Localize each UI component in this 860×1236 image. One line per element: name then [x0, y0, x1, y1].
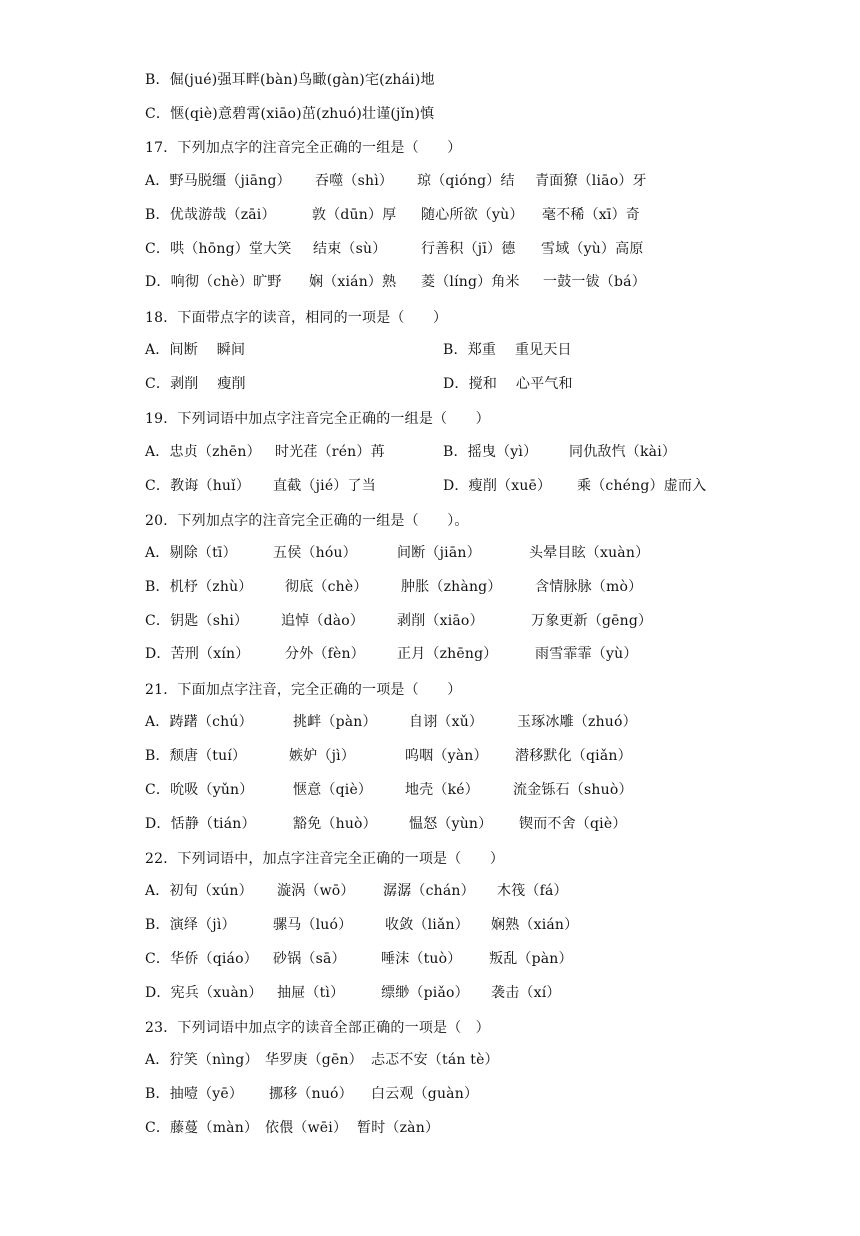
option-item: 同仇敌忾（kài）: [569, 444, 677, 460]
option-line: [145, 642, 638, 666]
option-item: 追悼（dào）: [281, 613, 365, 629]
option-item: 漩涡（wō）: [277, 883, 355, 899]
option-line: [145, 1116, 440, 1140]
option-line: [145, 1048, 499, 1072]
option-line: [145, 575, 643, 599]
option-item: D．响彻（chè）旷野: [145, 274, 282, 290]
option-item: 敦（dūn）厚: [312, 207, 397, 223]
option-line: [145, 237, 644, 261]
option-item: A．狞笑（nìng）: [145, 1052, 259, 1068]
option-item: 骡马（luó）: [273, 917, 353, 933]
option-item: 白云观（guàn）: [371, 1086, 479, 1102]
option-item: 华罗庚（gēn）: [265, 1052, 363, 1068]
option-line: [145, 778, 633, 802]
option-line: [145, 68, 435, 92]
question-stem: [145, 407, 490, 431]
option-item: 叛乱（pàn）: [489, 951, 573, 967]
option-item: C．哄（hōng）堂大笑: [145, 241, 292, 257]
option-item: 依偎（wēi）: [265, 1120, 348, 1136]
option-item: 毫不稀（xī）奇: [542, 207, 640, 223]
option-line: [145, 812, 627, 836]
option-item: 随心所欲（yù）: [421, 207, 524, 223]
option-item: 吞噬（shì）: [315, 173, 394, 189]
option-item: 锲而不舍（qiè）: [519, 816, 627, 832]
option-line: [145, 879, 568, 903]
option-item: 娴（xián）熟: [309, 274, 397, 290]
question-stem: [145, 509, 469, 533]
option-text: B．倔(jué)强耳畔(bàn)鸟瞰(gàn)宅(zhái)地: [145, 72, 435, 88]
option-item: 乘（chéng）虚而入: [577, 478, 707, 494]
option-item: 正月（zhēng）: [397, 646, 498, 662]
option-line: [145, 338, 572, 362]
option-item: D．恬静（tián）: [145, 816, 256, 832]
option-line: [145, 440, 677, 464]
option-item: 流金铄石（shuò）: [513, 782, 633, 798]
option-item: D．搅和 心平气和: [443, 376, 573, 392]
option-item: D．宪兵（xuàn）: [145, 985, 263, 1001]
question-stem: [145, 136, 462, 160]
option-line: [145, 169, 647, 193]
option-item: B．优哉游哉（zāi）: [145, 207, 276, 223]
option-item: 潺潺（chán）: [383, 883, 475, 899]
option-item: 娴熟（xián）: [491, 917, 579, 933]
option-item: 玉琢冰雕（zhuó）: [517, 714, 637, 730]
option-line: [145, 609, 653, 633]
option-item: 琼（qióng）结: [417, 173, 515, 189]
option-item: 彻底（chè）: [285, 579, 368, 595]
option-line: [145, 474, 707, 498]
question-stem: [145, 306, 448, 330]
option-item: 砂锅（sā）: [273, 951, 346, 967]
option-item: 挑衅（pàn）: [293, 714, 377, 730]
option-item: C．剥削 瘦削: [145, 376, 246, 392]
option-item: A．野马脱缰（jiāng）: [145, 173, 291, 189]
option-item: 间断（jiān）: [397, 545, 481, 561]
option-item: B．摇曳（yì）: [443, 444, 538, 460]
option-line: [145, 744, 632, 768]
option-item: 直截（jié）了当: [273, 478, 376, 494]
option-item: 含情脉脉（mò）: [535, 579, 643, 595]
option-item: 木筏（fá）: [497, 883, 568, 899]
question-text: 19．下列词语中加点字注音完全正确的一组是（ ）: [145, 411, 490, 427]
option-item: D．苦刑（xín）: [145, 646, 250, 662]
option-item: C．华侨（qiáo）: [145, 951, 258, 967]
option-item: 青面獠（liāo）牙: [535, 173, 647, 189]
option-item: 豁免（huò）: [293, 816, 377, 832]
option-line: [145, 947, 573, 971]
option-item: 暂时（zàn）: [357, 1120, 440, 1136]
option-item: 头晕目眩（xuàn）: [529, 545, 650, 561]
question-stem: [145, 847, 505, 871]
option-item: 雨雪霏霏（yù）: [535, 646, 638, 662]
option-item: 雪域（yù）高原: [541, 241, 644, 257]
option-item: C．藤蔓（màn）: [145, 1120, 259, 1136]
option-item: 剥削（xiāo）: [397, 613, 484, 629]
option-item: 分外（fèn）: [285, 646, 365, 662]
option-item: B．颓唐（tuí）: [145, 748, 247, 764]
option-line: [145, 270, 646, 294]
option-item: A．剔除（tī）: [145, 545, 237, 561]
question-text: 23．下列词语中加点字的读音全部正确的一项是（ ）: [145, 1020, 490, 1036]
option-line: [145, 102, 435, 126]
option-item: 一鼓一钹（bá）: [543, 274, 646, 290]
option-item: 行善积（jī）德: [421, 241, 516, 257]
option-line: [145, 372, 573, 396]
option-item: 唾沫（tuò）: [381, 951, 462, 967]
option-item: 时光荏（rén）苒: [275, 444, 385, 460]
option-item: A．踌躇（chú）: [145, 714, 253, 730]
question-text: 22．下列词语中，加点字注音完全正确的一项是（ ）: [145, 851, 505, 867]
option-item: 潜移默化（qiǎn）: [515, 748, 632, 764]
option-item: 菱（líng）角米: [421, 274, 520, 290]
option-item: D．瘦削（xuē）: [443, 478, 552, 494]
question-text: 18．下面带点字的读音，相同的一项是（ ）: [145, 310, 448, 326]
option-item: B．郑重 重见天日: [443, 342, 572, 358]
option-line: [145, 981, 561, 1005]
option-item: 抽屉（tì）: [277, 985, 345, 1001]
option-item: 自诩（xǔ）: [409, 714, 484, 730]
option-line: [145, 710, 637, 734]
option-item: C．钥匙（shi）: [145, 613, 249, 629]
question-text: 17．下列加点字的注音完全正确的一组是（ ）: [145, 140, 462, 156]
option-item: C．吮吸（yǔn）: [145, 782, 254, 798]
question-stem: [145, 678, 462, 702]
option-item: C．教诲（huǐ）: [145, 478, 251, 494]
option-item: 呜咽（yàn）: [405, 748, 488, 764]
option-item: B．机杼（zhù）: [145, 579, 253, 595]
option-item: 忐忑不安（tán tè）: [371, 1052, 499, 1068]
option-item: A．忠贞（zhēn）: [145, 444, 261, 460]
option-item: 五侯（hóu）: [273, 545, 357, 561]
option-item: 结束（sù）: [313, 241, 387, 257]
question-text: 20．下列加点字的注音完全正确的一组是（ ）。: [145, 513, 469, 529]
option-item: 缥缈（piǎo）: [381, 985, 469, 1001]
option-item: 袭击（xí）: [491, 985, 561, 1001]
option-line: [145, 541, 650, 565]
option-item: 惬意（qiè）: [293, 782, 373, 798]
option-line: [145, 203, 640, 227]
option-item: 地壳（ké）: [405, 782, 479, 798]
question-text: 21．下面加点字注音，完全正确的一项是（ ）: [145, 682, 462, 698]
option-item: 万象更新（gēng）: [531, 613, 653, 629]
option-item: 愠怒（yùn）: [409, 816, 493, 832]
option-text: C．惬(qiè)意碧霄(xiāo)茁(zhuó)壮谨(jǐn)慎: [145, 106, 435, 122]
option-item: A．初旬（xún）: [145, 883, 253, 899]
question-stem: [145, 1016, 490, 1040]
option-line: [145, 1082, 479, 1106]
option-item: A．间断 瞬间: [145, 342, 246, 358]
option-item: B．演绎（jì）: [145, 917, 236, 933]
option-line: [145, 913, 579, 937]
option-item: 收敛（liǎn）: [385, 917, 469, 933]
option-item: 嫉妒（jì）: [289, 748, 356, 764]
option-item: B．抽噎（yē）: [145, 1086, 244, 1102]
option-item: 肿胀（zhàng）: [401, 579, 502, 595]
option-item: 挪移（nuó）: [269, 1086, 353, 1102]
